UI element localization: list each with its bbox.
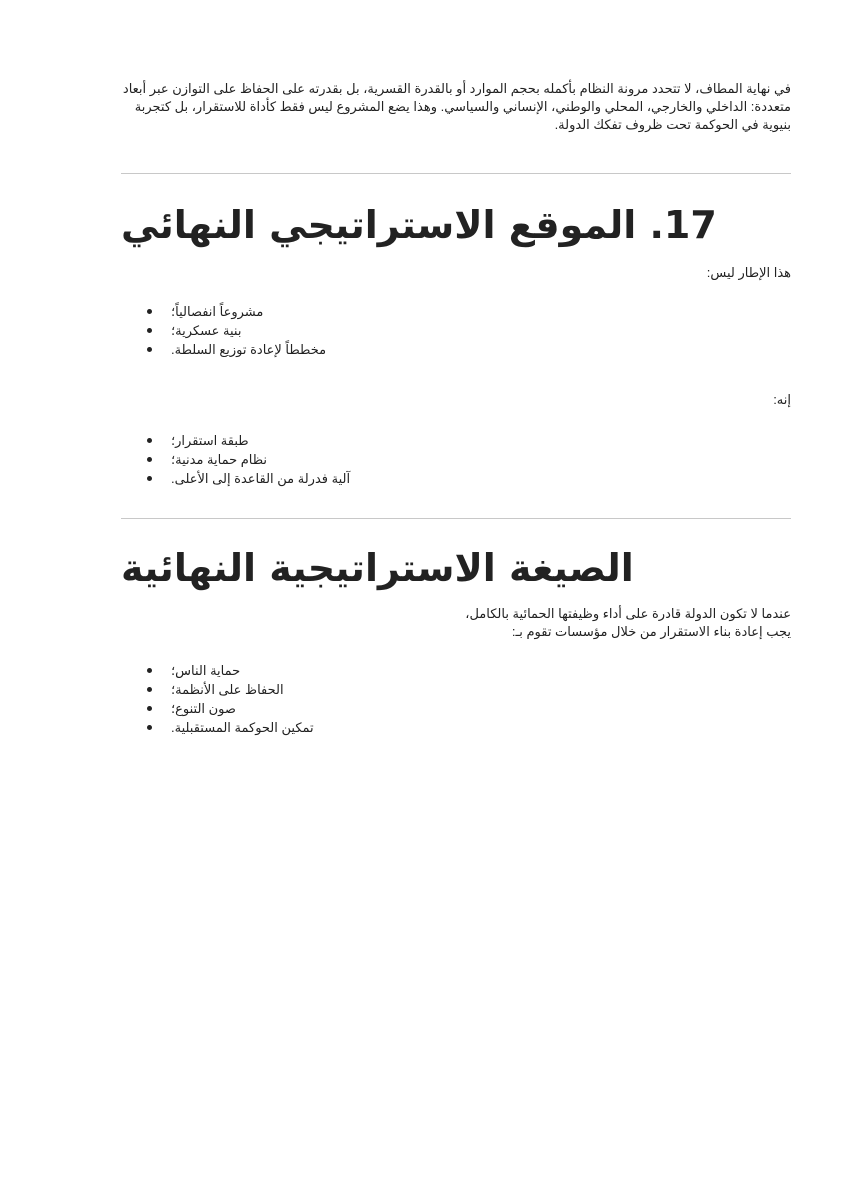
list-item xyxy=(121,680,791,699)
is-list xyxy=(121,431,791,488)
section-heading-final-formula: الصيغة الاستراتيجية النهائية xyxy=(121,546,634,590)
section-heading-strategic-position: 17. الموقع الاستراتيجي النهائي xyxy=(121,203,717,247)
section-divider xyxy=(121,173,791,174)
list-item xyxy=(121,340,791,359)
lead-line: يجب إعادة بناء الاستقرار من خلال مؤسسات تقوم بـ: xyxy=(511,624,791,639)
intro-paragraph xyxy=(121,80,791,134)
list-item xyxy=(121,661,791,680)
not-list-lead: هذا الإطار ليس: xyxy=(706,265,791,280)
list-item xyxy=(121,302,791,321)
section-divider xyxy=(121,518,791,519)
intro-line: بنيوية في الحوكمة تحت ظروف تفكك الدولة. xyxy=(554,117,791,132)
bullet-icon xyxy=(147,457,152,462)
list-item-text: نظام حماية مدنية؛ xyxy=(171,452,268,467)
intro-line: في نهاية المطاف، لا تتحدد مرونة النظام بأكمله بحجم الموارد أو بالقدرة القسرية، بل بقدرته على الحفاظ على التوازن عبر أبعاد xyxy=(122,81,791,96)
final-formula-lead xyxy=(121,605,791,641)
list-item xyxy=(121,450,791,469)
list-item-text: تمكين الحوكمة المستقبلية. xyxy=(171,720,314,735)
bullet-icon xyxy=(147,668,152,673)
list-item-text: طبقة استقرار؛ xyxy=(171,433,249,448)
institutions-list xyxy=(121,661,791,737)
bullet-icon xyxy=(147,706,152,711)
list-item xyxy=(121,469,791,488)
list-item-text: صون التنوع؛ xyxy=(171,701,236,716)
list-item-text: مشروعاً انفصالياً؛ xyxy=(171,304,264,319)
list-item-text: الحفاظ على الأنظمة؛ xyxy=(171,682,284,697)
list-item xyxy=(121,321,791,340)
list-item-text: بنية عسكرية؛ xyxy=(171,323,242,338)
list-item-text: مخططاً لإعادة توزيع السلطة. xyxy=(171,342,327,357)
is-list-lead: إنه: xyxy=(773,392,791,407)
list-item-text: آلية فدرلة من القاعدة إلى الأعلى. xyxy=(171,471,351,486)
bullet-icon xyxy=(147,328,152,333)
intro-line: متعددة: الداخلي والخارجي، المحلي والوطني، الإنساني والسياسي. وهذا يضع المشروع ليس فقط كأداة للاستقرار، بل كتجربة xyxy=(134,99,791,114)
bullet-icon xyxy=(147,438,152,443)
bullet-icon xyxy=(147,476,152,481)
list-item xyxy=(121,718,791,737)
document-page xyxy=(121,0,791,737)
list-item-text: حماية الناس؛ xyxy=(171,663,241,678)
lead-line: عندما لا تكون الدولة قادرة على أداء وظيفتها الحمائية بالكامل، xyxy=(465,606,791,621)
bullet-icon xyxy=(147,687,152,692)
bullet-icon xyxy=(147,309,152,314)
bullet-icon xyxy=(147,347,152,352)
not-list xyxy=(121,302,791,359)
list-item xyxy=(121,699,791,718)
bullet-icon xyxy=(147,725,152,730)
list-item xyxy=(121,431,791,450)
